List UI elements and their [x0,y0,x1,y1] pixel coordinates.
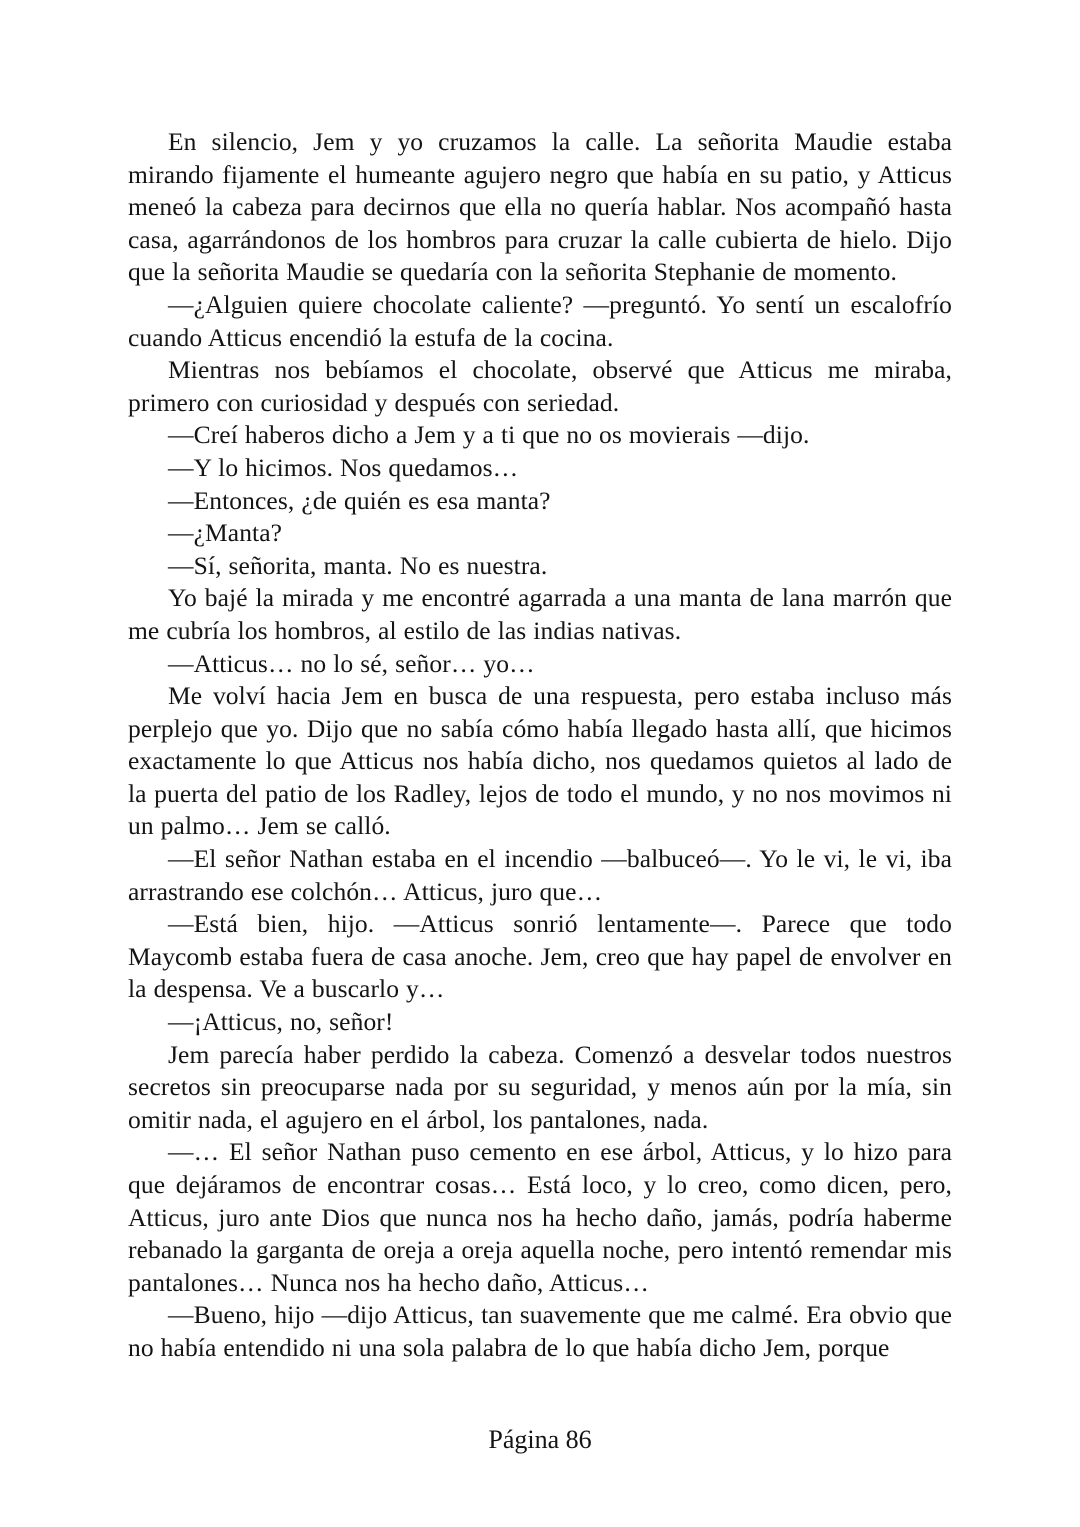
page-number: Página 86 [488,1425,592,1454]
paragraph: —… El señor Nathan puso cemento en ese árbol, Atticus, y lo hizo para que dejáramos de encontrar cosas… Está loco, y lo creo, como dicen, pero, Atticus, juro ante Dios que nunca nos ha hecho daño, jamás, podría haberme rebanado la garganta de oreja a oreja aquella noche, pero intentó remendar mis pantalones… Nunca nos ha hecho daño, Atticus… [128,1137,952,1297]
paragraph: Jem parecía haber perdido la cabeza. Comenzó a desvelar todos nuestros secretos sin preocuparse nada por su seguridad, y menos aún por la mía, sin omitir nada, el agujero en el árbol, los pantalones, nada. [128,1039,952,1134]
body-text [128,126,952,1365]
paragraph: —¿Alguien quiere chocolate caliente? —preguntó. Yo sentí un escalofrío cuando Atticus encendió la estufa de la cocina. [128,289,952,352]
paragraph: Mientras nos bebíamos el chocolate, observé que Atticus me miraba, primero con curiosidad y después con seriedad. [128,355,952,417]
paragraph: —Y lo hicimos. Nos quedamos… [168,452,519,482]
paragraph: —Sí, señorita, manta. No es nuestra. [168,550,548,580]
paragraph: En silencio, Jem y yo cruzamos la calle. La señorita Maudie estaba mirando fijamente el humeante agujero negro que había en su patio, y Atticus meneó la cabeza para decirnos que ella no quería hablar. Nos acompañó hasta casa, agarrándonos de los hombros para cruzar la calle cubierta de hielo. Dijo que la señorita Maudie se quedaría con la señorita Stephanie de momento. [128,127,952,287]
paragraph: —Entonces, ¿de quién es esa manta? [168,485,551,515]
paragraph: Yo bajé la mirada y me encontré agarrada a una manta de lana marrón que me cubría los hombros, al estilo de las indias nativas. [128,583,952,645]
paragraph: —¿Manta? [168,518,283,548]
paragraph: —¡Atticus, no, señor! [168,1007,394,1037]
paragraph: —Está bien, hijo. —Atticus sonrió lentamente—. Parece que todo Maycomb estaba fuera de casa anoche. Jem, creo que hay papel de envolver en la despensa. Ve a buscarlo y… [128,909,952,1004]
paragraph: —El señor Nathan estaba en el incendio —balbuceó—. Yo le vi, le vi, iba arrastrando ese colchón… Atticus, juro que… [128,844,952,906]
paragraph: —Atticus… no lo sé, señor… yo… [168,648,535,678]
paragraph: —Creí haberos dicho a Jem y a ti que no os movierais —dijo. [168,420,810,450]
paragraph: Me volví hacia Jem en busca de una respuesta, pero estaba incluso más perplejo que yo. Dijo que no sabía cómo había llegado hasta allí, que hicimos exactamente lo que Atticus nos había dicho, nos quedamos quietos al lado de la puerta del patio de los Radley, lejos de todo el mundo, y no nos movimos ni un palmo… Jem se calló. [128,681,952,841]
paragraph: —Bueno, hijo —dijo Atticus, tan suavemente que me calmé. Era obvio que no había entendido ni una sola palabra de lo que había dicho Jem, porque [128,1300,952,1362]
